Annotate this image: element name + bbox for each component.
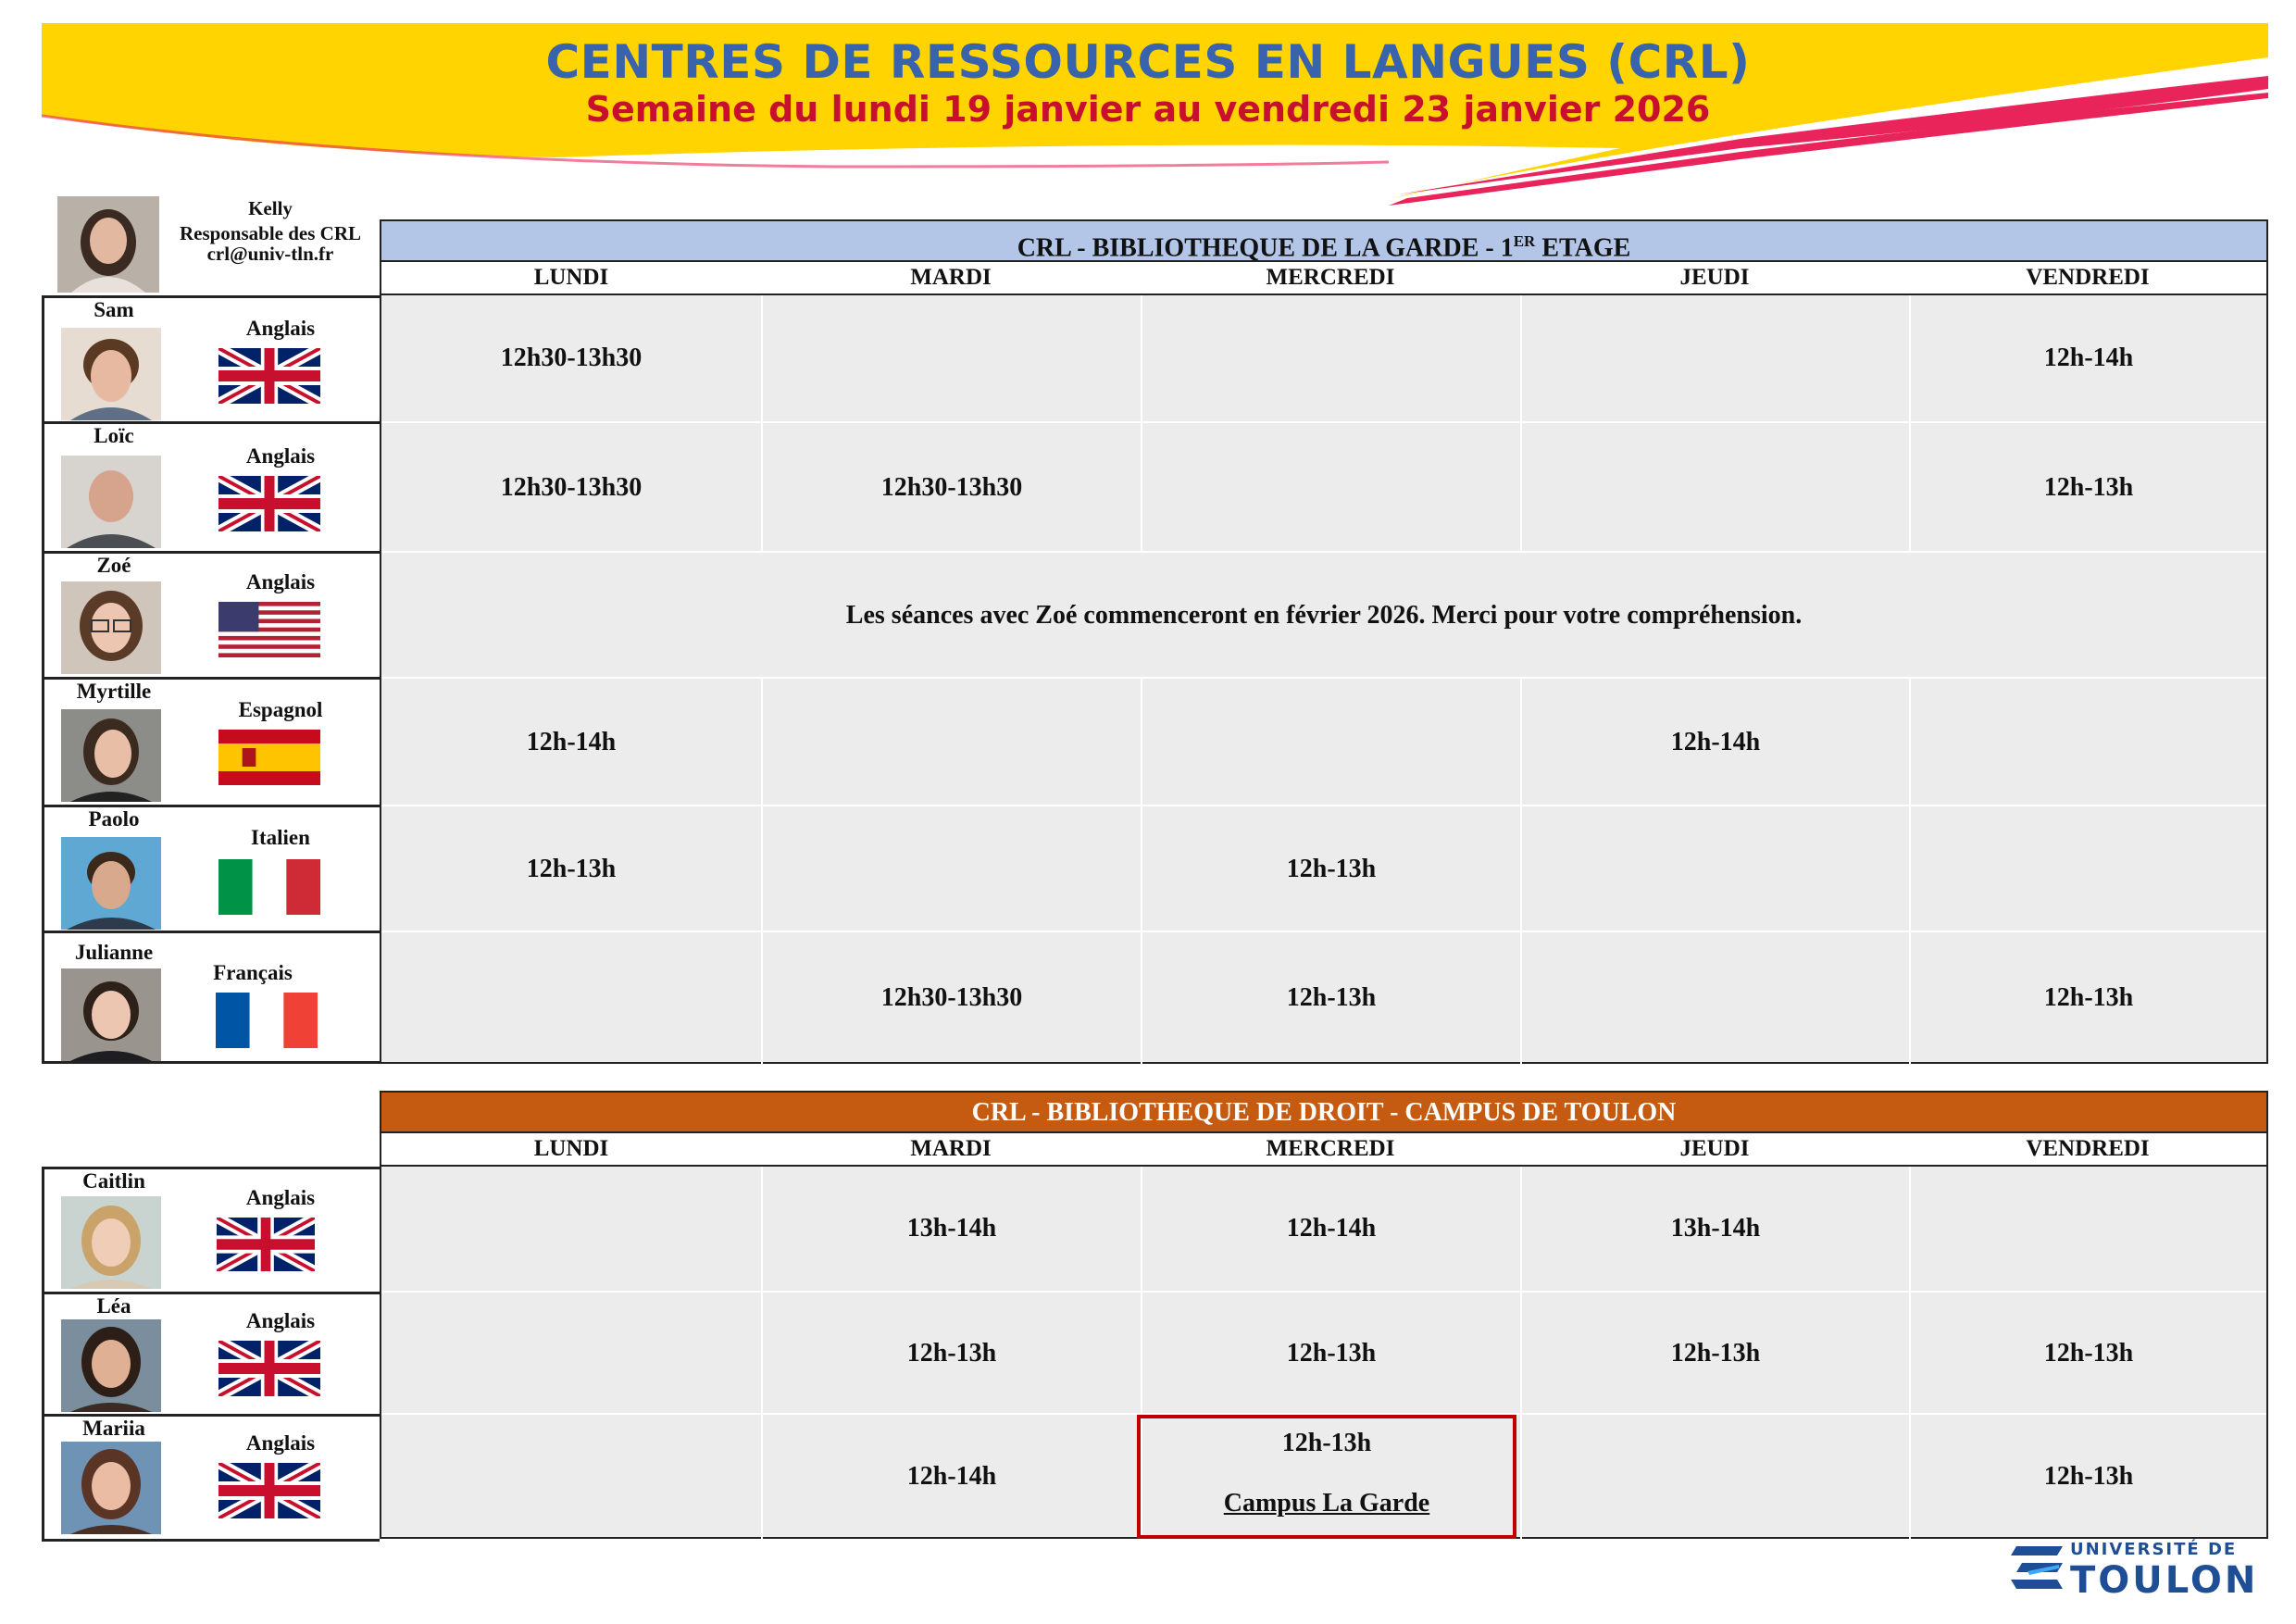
tutor-mariia [42, 1414, 380, 1542]
slot-cell: 12h-13h [761, 1293, 1141, 1415]
special-slot-time: 12h-13h [1281, 1429, 1372, 1457]
slot-cell [1141, 295, 1520, 421]
slot-cell [1909, 1167, 2266, 1291]
section1-title-sup: ER [1513, 232, 1536, 250]
slot-cell [381, 1293, 761, 1415]
special-slot-location: Campus La Garde [1223, 1489, 1430, 1518]
tutor-name: Paolo [88, 807, 140, 831]
day-header-mardi: MARDI [910, 1136, 992, 1161]
manager-name: Kelly [248, 197, 293, 219]
slot-cell [761, 679, 1141, 806]
day-header-jeudi: JEUDI [1679, 265, 1750, 290]
page-subtitle: Semaine du lundi 19 janvier au vendredi 23 janvier 2026 [585, 89, 1711, 130]
uk-flag-icon [217, 1218, 315, 1271]
uk-flag-icon [218, 1463, 320, 1518]
slot-cell [381, 932, 761, 1064]
manager-role: Responsable des CRL [179, 222, 362, 244]
tutor-sam [42, 295, 380, 422]
tutor-language: Anglais [245, 317, 316, 340]
tutor-photo [61, 328, 161, 420]
tutor-name: Julianne [74, 941, 154, 964]
slot-cell: 12h30-13h30 [761, 932, 1141, 1064]
tutor-photo [61, 456, 161, 548]
tutor-photo [61, 1195, 161, 1290]
tutor-zoe [42, 551, 380, 677]
section1-day-headers [380, 262, 2268, 295]
slot-cell: 12h30-13h30 [761, 423, 1141, 553]
slot-cell [761, 806, 1141, 932]
slot-cell: 13h-14h [761, 1167, 1141, 1291]
day-header-mardi: MARDI [910, 265, 992, 290]
manager-info [159, 194, 381, 264]
section1-title: CRL - BIBLIOTHEQUE DE LA GARDE - 1 [1017, 233, 1514, 263]
tutor-name: Myrtille [76, 680, 152, 703]
tutor-photo [61, 837, 161, 930]
slot-cell: 13h-14h [1520, 1167, 1909, 1291]
day-header-mercredi: MERCREDI [1266, 265, 1395, 290]
slot-cell: 12h-14h [1909, 295, 2266, 421]
slot-cell: 12h-13h [1909, 1415, 2266, 1539]
uk-flag-icon [218, 476, 320, 531]
slot-cell [1520, 806, 1909, 932]
day-header-mercredi: MERCREDI [1266, 1136, 1395, 1161]
slot-cell [761, 295, 1141, 421]
zoe-notice: Les séances avec Zoé commenceront en février 2026. Merci pour votre compréhension. [845, 601, 1803, 630]
tutor-language: Italien [251, 826, 310, 849]
table-row [381, 1291, 2266, 1415]
slot-cell [1909, 679, 2266, 806]
tutor-language: Anglais [245, 570, 316, 593]
tutor-paolo [42, 805, 380, 931]
uk-flag-icon [218, 1341, 320, 1396]
slot-cell: 12h-13h [1141, 1293, 1520, 1415]
spain-flag-icon [218, 730, 320, 785]
slot-cell: 12h-13h [1909, 932, 2266, 1064]
tutor-caitlin [42, 1167, 380, 1292]
slot-cell: 12h-14h [761, 1415, 1141, 1539]
day-header-lundi: LUNDI [533, 265, 609, 290]
tutor-photo [61, 1318, 161, 1413]
tutor-language: Anglais [245, 1431, 316, 1455]
slot-cell [1520, 295, 1909, 421]
slot-cell [381, 1415, 761, 1539]
slot-cell [1520, 423, 1909, 553]
tutor-name: Loïc [94, 424, 134, 447]
slot-cell [1520, 1415, 1909, 1539]
manager-email[interactable]: crl@univ-tln.fr [206, 243, 334, 265]
slot-cell [1909, 806, 2266, 932]
table-row [381, 551, 2266, 679]
us-flag-icon [218, 602, 320, 657]
day-header-vendredi: VENDREDI [2026, 265, 2150, 290]
logo-text-top: UNIVERSITÉ DE [2070, 1540, 2238, 1559]
tutor-language: Anglais [245, 444, 316, 468]
table-row [381, 677, 2266, 806]
tutor-photo [61, 1441, 161, 1535]
slot-cell [1520, 932, 1909, 1064]
slot-cell [381, 1167, 761, 1291]
tutor-lea [42, 1292, 380, 1414]
slot-cell [1141, 679, 1520, 806]
slot-cell: 12h-14h [1141, 1167, 1520, 1291]
tutor-language: Anglais [245, 1186, 316, 1209]
section1-title-end: ETAGE [1535, 233, 1631, 263]
tutor-name: Léa [96, 1294, 131, 1318]
tutor-name: Zoé [96, 554, 131, 577]
italy-flag-icon [218, 859, 320, 915]
tutor-loic [42, 421, 380, 551]
page-title: CENTRES DE RESSOURCES EN LANGUES (CRL) [545, 35, 1751, 89]
section1-header [380, 219, 2268, 262]
tutor-julianne [42, 931, 380, 1064]
tutor-name: Caitlin [82, 1169, 145, 1193]
tutor-photo [61, 968, 161, 1061]
slot-cell: 12h30-13h30 [500, 473, 643, 502]
slot-cell: 12h-13h [1141, 806, 1520, 932]
day-header-vendredi: VENDREDI [2026, 1136, 2150, 1161]
section2-header: CRL - BIBLIOTHEQUE DE DROIT - CAMPUS DE TOULON [380, 1091, 2268, 1133]
tutor-language: Espagnol [238, 698, 323, 721]
tutor-photo [61, 581, 161, 674]
section1-schedule-grid [380, 295, 2268, 1064]
tutor-name: Mariia [82, 1417, 145, 1440]
slot-cell: 12h30-13h30 [500, 344, 643, 372]
tutor-language: Français [213, 961, 293, 984]
day-header-jeudi: JEUDI [1679, 1136, 1750, 1161]
uk-flag-icon [218, 348, 320, 404]
slot-cell: 12h-13h [1909, 1293, 2266, 1415]
table-row [381, 421, 2266, 553]
tutor-language: Anglais [245, 1309, 316, 1332]
tutor-name: Sam [94, 298, 134, 321]
logo-text-main: TOULON [2070, 1559, 2259, 1602]
tutor-photo [61, 709, 161, 802]
slot-cell: 12h-13h [526, 855, 617, 883]
table-row [381, 805, 2266, 932]
table-row [381, 1167, 2266, 1291]
slot-cell: 12h-13h [1141, 932, 1520, 1064]
table-row [381, 295, 2266, 421]
slot-cell: 12h-14h [526, 728, 617, 756]
slot-cell: 12h-13h [1520, 1293, 1909, 1415]
france-flag-icon [216, 993, 318, 1048]
day-header-lundi: LUNDI [533, 1136, 609, 1161]
table-row [381, 931, 2266, 1064]
section2-day-headers [380, 1133, 2268, 1167]
manager-photo [57, 196, 159, 293]
slot-cell: 12h-14h [1520, 679, 1909, 806]
slot-cell: 12h-13h [1909, 423, 2266, 553]
slot-cell [1141, 423, 1520, 553]
tutor-myrtille [42, 677, 380, 805]
